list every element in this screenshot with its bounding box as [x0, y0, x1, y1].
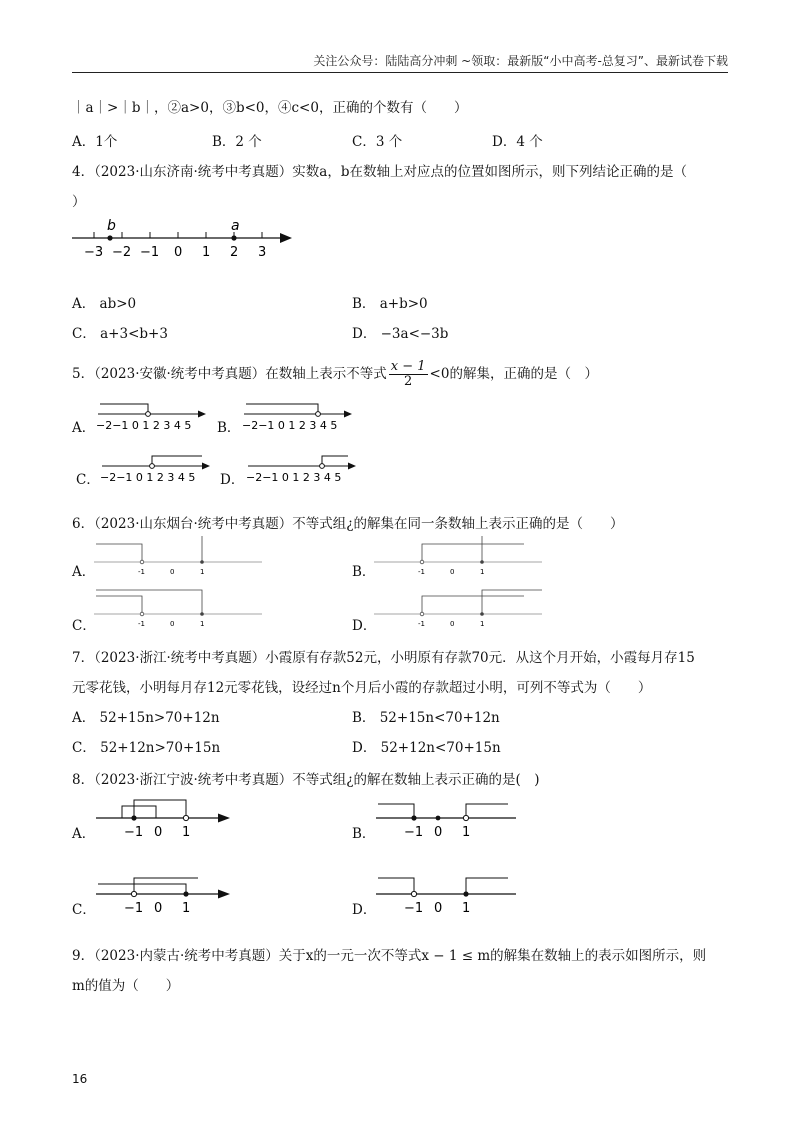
q3-option-a: A．1个: [72, 134, 118, 150]
q4-tick-label: −2: [112, 245, 132, 260]
q4-stem-line1: 4．（2023·山东济南·统考中考真题）实数a，b在数轴上对应点的位置如图所示，则下列结论正确的是（: [72, 164, 687, 180]
q4-option-b: B． a+b>0: [352, 296, 428, 312]
q5-figure-a: [92, 396, 212, 436]
q4-tick-label: 0: [174, 245, 183, 260]
q6-tick-label: 0: [450, 568, 455, 576]
q6-tick-label: 1: [200, 620, 205, 628]
q5-stem-suffix: <0的解集，正确的是（ ）: [429, 366, 598, 382]
q6-tick-label: 1: [480, 568, 485, 576]
q8-tick-label: −1: [404, 901, 424, 916]
q6-stem: 6．（2023·山东烟台·统考中考真题）不等式组¿的解集在同一条数轴上表示正确的是（ ）: [72, 516, 624, 532]
q4-stem-line2: ）: [72, 194, 86, 210]
q6-label-c: C．: [72, 618, 96, 634]
q8-tick-label: 1: [182, 901, 191, 916]
q5-tick-labels: −2−1 0 1 2 3 4 5: [246, 471, 342, 484]
q8-label-d: D．: [352, 902, 377, 918]
q5-tick-labels: −2−1 0 1 2 3 4 5: [100, 471, 196, 484]
q6-label-a: A．: [72, 564, 96, 580]
q8-tick-label: −1: [124, 901, 144, 916]
q7-stem-line1: 7．（2023·浙江·统考中考真题）小霞原有存款52元，小明原有存款70元．从这个月开始，小霞每月存15: [72, 650, 695, 666]
q4-tick-label: 1: [202, 245, 211, 260]
q8-figure-a: [96, 794, 236, 842]
q3-option-d: D．4 个: [492, 134, 543, 150]
q6-tick-label: 0: [170, 620, 175, 628]
q8-tick-label: 0: [154, 901, 163, 916]
q8-label-a: A．: [72, 826, 96, 842]
q6-tick-label: -1: [138, 620, 145, 628]
q7-option-c: C． 52+12n>70+15n: [72, 740, 221, 756]
q4-option-c: C． a+3<b+3: [72, 326, 168, 342]
q9-stem-line1: 9．（2023·内蒙古·统考中考真题）关于x的一元一次不等式x − 1 ≤ m的解集在数轴上的表示如图所示，则: [72, 948, 707, 964]
q7-stem-line2: 元零花钱，小明每月存12元零花钱，设经过n个月后小霞的存款超过小明，可列不等式为（ ）: [72, 680, 652, 696]
q5-stem: [72, 360, 598, 389]
q6-label-d: D．: [352, 618, 377, 634]
q8-label-c: C．: [72, 902, 96, 918]
q4-tick-label: 2: [230, 245, 239, 260]
q3-option-b: B．2 个: [212, 134, 262, 150]
q8-tick-label: −1: [124, 825, 144, 840]
q5-fraction-denominator: 2: [404, 374, 413, 389]
q8-tick-label: 0: [434, 901, 443, 916]
q4-tick-label: −3: [84, 245, 104, 260]
q8-figure-c: [96, 870, 236, 918]
q7-option-b: B． 52+15n<70+12n: [352, 710, 500, 726]
q4-point-a-label: a: [231, 218, 240, 234]
q8-figure-b: [376, 794, 526, 842]
q9-stem-line2: m的值为（ ）: [72, 978, 180, 994]
q8-stem: 8．（2023·浙江宁波·统考中考真题）不等式组¿的解在数轴上表示正确的是( ): [72, 772, 540, 788]
q6-figure-c: [94, 588, 274, 632]
q7-option-a: A． 52+15n>70+12n: [72, 710, 220, 726]
q8-tick-label: 1: [462, 825, 471, 840]
page-header: 关注公众号：陆陆高分冲刺 ~领取：最新版“小中高考-总复习”、最新试卷下载: [313, 54, 728, 68]
q7-option-d: D． 52+12n<70+15n: [352, 740, 501, 756]
q6-tick-label: 0: [170, 568, 175, 576]
header-divider: [72, 72, 728, 73]
q4-option-a: A． ab>0: [72, 296, 137, 312]
q6-tick-label: -1: [418, 620, 425, 628]
q3-stem-continuation: ｜a｜>｜b｜，②a>0，③b<0，④c<0，正确的个数有（ ）: [72, 100, 468, 116]
q6-tick-label: 1: [480, 620, 485, 628]
q5-figure-c: [96, 448, 216, 488]
q5-label-d: D．: [220, 472, 245, 488]
q6-figure-a: [94, 536, 274, 580]
q5-label-b: B．: [217, 420, 241, 436]
q6-tick-label: 0: [450, 620, 455, 628]
q4-tick-label: −1: [140, 245, 160, 260]
q8-label-b: B．: [352, 826, 376, 842]
q6-tick-label: 1: [200, 568, 205, 576]
q8-tick-label: −1: [404, 825, 424, 840]
q3-option-c: C．3 个: [352, 134, 403, 150]
q5-label-c: C．: [76, 472, 100, 488]
q4-tick-label: 3: [258, 245, 267, 260]
q6-figure-d: [374, 588, 554, 632]
q8-tick-label: 0: [154, 825, 163, 840]
q6-tick-label: -1: [418, 568, 425, 576]
q4-option-d: D． −3a<−3b: [352, 326, 449, 342]
q5-tick-labels: −2−1 0 1 2 3 4 5: [242, 419, 338, 432]
q4-number-line: [70, 216, 300, 266]
q5-fraction-numerator: x − 1: [390, 359, 426, 374]
q5-figure-d: [242, 448, 362, 488]
q8-tick-label: 0: [434, 825, 443, 840]
q4-point-b-label: b: [107, 218, 116, 234]
q5-fraction: [389, 360, 428, 389]
q6-figure-b: [374, 536, 554, 580]
q5-label-a: A．: [72, 420, 96, 436]
q8-tick-label: 1: [462, 901, 471, 916]
q5-tick-labels: −2−1 0 1 2 3 4 5: [96, 419, 192, 432]
q6-tick-label: -1: [138, 568, 145, 576]
page-number: 16: [72, 1072, 88, 1086]
q8-tick-label: 1: [182, 825, 191, 840]
q6-label-b: B．: [352, 564, 376, 580]
q5-stem-prefix: 5．（2023·安徽·统考中考真题）在数轴上表示不等式: [72, 366, 387, 382]
q8-figure-d: [376, 870, 526, 918]
q5-figure-b: [238, 396, 358, 436]
